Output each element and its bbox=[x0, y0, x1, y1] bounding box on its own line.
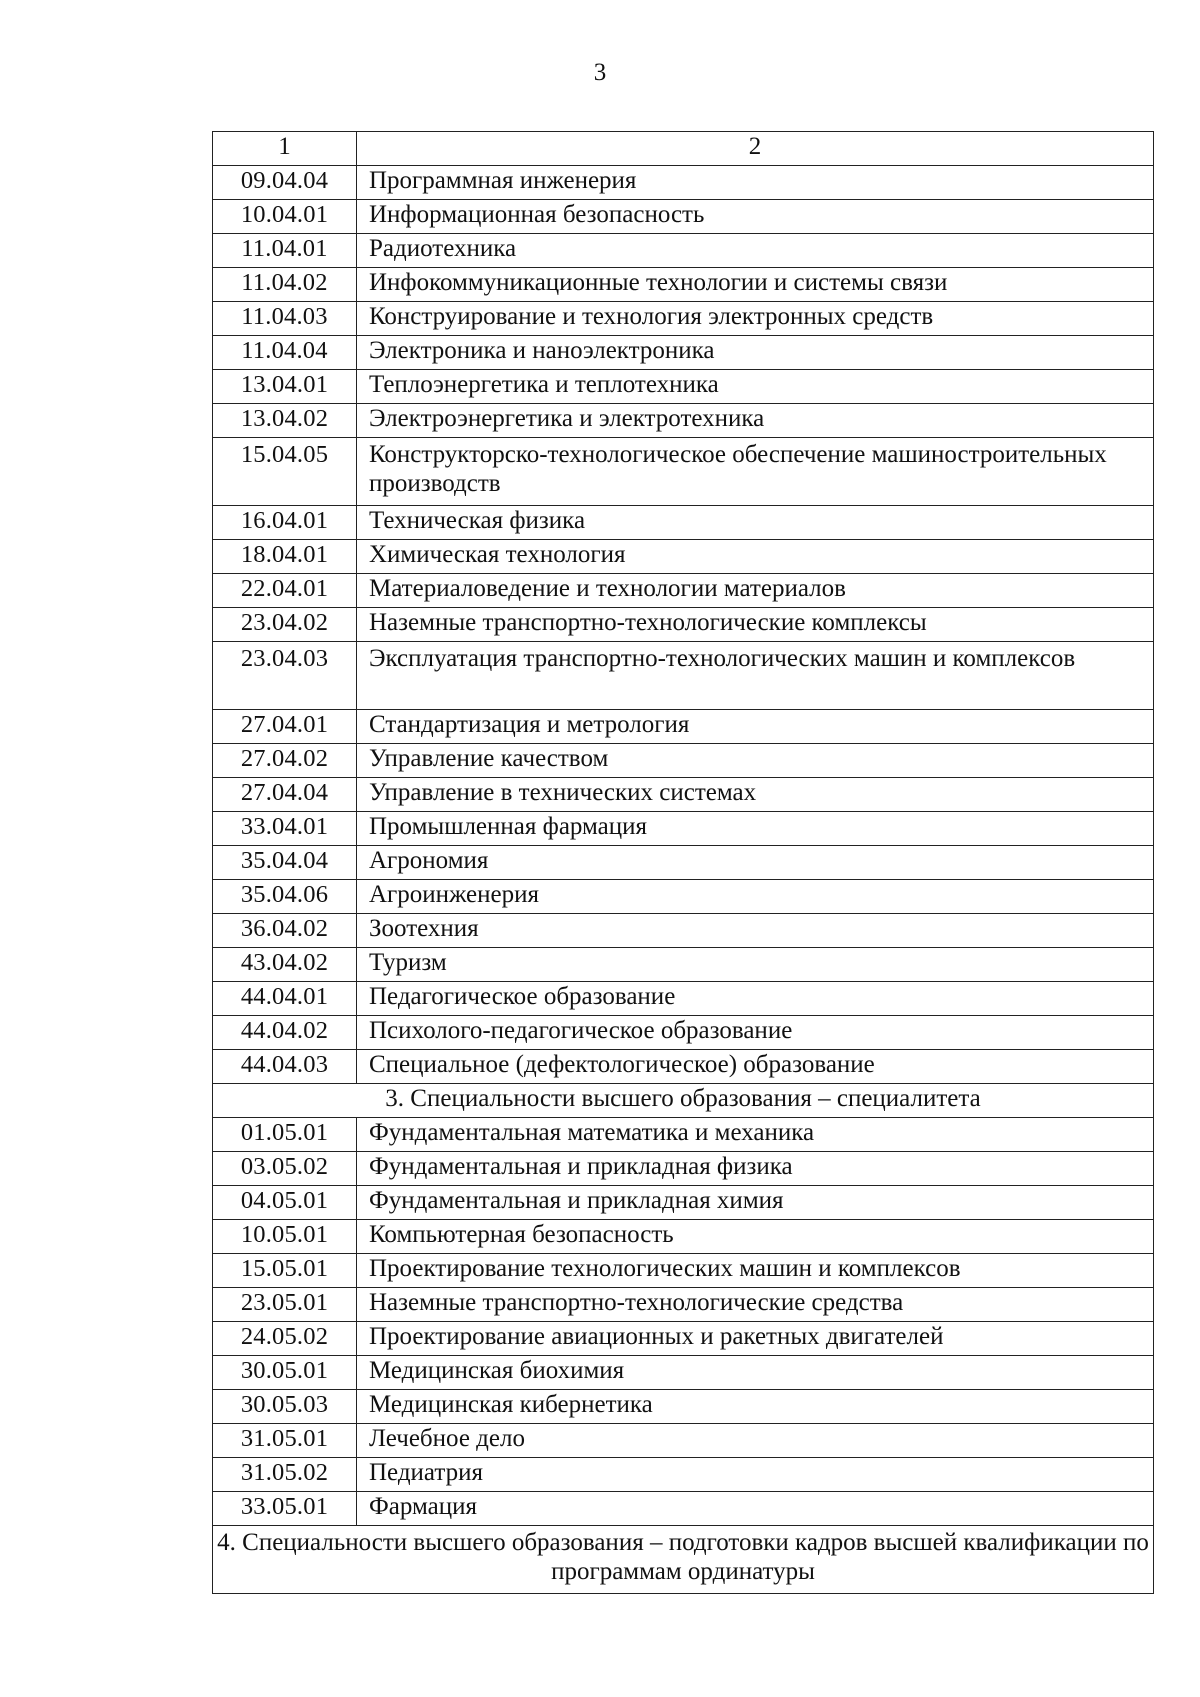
table-row bbox=[213, 540, 1154, 574]
specialty-name: Агрономия bbox=[357, 846, 1154, 880]
section-heading-row bbox=[213, 1084, 1154, 1118]
specialty-name: Агроинженерия bbox=[357, 880, 1154, 914]
table-row bbox=[213, 778, 1154, 812]
specialty-code: 11.04.04 bbox=[213, 336, 357, 370]
table-row bbox=[213, 268, 1154, 302]
table-row bbox=[213, 812, 1154, 846]
specialty-code: 15.05.01 bbox=[213, 1254, 357, 1288]
section-heading: 3. Специальности высшего образования – специалитета bbox=[213, 1084, 1154, 1118]
table-row bbox=[213, 642, 1154, 710]
specialty-code: 36.04.02 bbox=[213, 914, 357, 948]
specialty-code: 10.04.01 bbox=[213, 200, 357, 234]
table-row bbox=[213, 914, 1154, 948]
specialty-name: Химическая технология bbox=[357, 540, 1154, 574]
specialty-name: Фундаментальная и прикладная физика bbox=[357, 1152, 1154, 1186]
specialty-name: Теплоэнергетика и теплотехника bbox=[357, 370, 1154, 404]
specialty-name: Проектирование технологических машин и комплексов bbox=[357, 1254, 1154, 1288]
specialty-name: Фундаментальная и прикладная химия bbox=[357, 1186, 1154, 1220]
specialty-code: 44.04.03 bbox=[213, 1050, 357, 1084]
table-row bbox=[213, 438, 1154, 506]
specialty-name: Материаловедение и технологии материалов bbox=[357, 574, 1154, 608]
specialty-name: Промышленная фармация bbox=[357, 812, 1154, 846]
table-row bbox=[213, 166, 1154, 200]
table-row bbox=[213, 846, 1154, 880]
table-row bbox=[213, 1186, 1154, 1220]
specialty-name: Туризм bbox=[357, 948, 1154, 982]
specialty-code: 11.04.01 bbox=[213, 234, 357, 268]
specialty-name: Педиатрия bbox=[357, 1458, 1154, 1492]
specialty-table bbox=[212, 131, 1154, 1594]
specialty-name: Эксплуатация транспортно-технологических машин и комплексов bbox=[357, 642, 1154, 710]
table-row bbox=[213, 1390, 1154, 1424]
specialty-code: 22.04.01 bbox=[213, 574, 357, 608]
specialty-name: Наземные транспортно-технологические комплексы bbox=[357, 608, 1154, 642]
specialty-code: 23.04.03 bbox=[213, 642, 357, 710]
specialty-code: 11.04.02 bbox=[213, 268, 357, 302]
specialty-name: Фармация bbox=[357, 1492, 1154, 1526]
specialty-name: Проектирование авиационных и ракетных двигателей bbox=[357, 1322, 1154, 1356]
specialty-table-body bbox=[213, 132, 1154, 1594]
specialty-code: 27.04.01 bbox=[213, 710, 357, 744]
specialty-code: 15.04.05 bbox=[213, 438, 357, 506]
specialty-name: Инфокоммуникационные технологии и системы связи bbox=[357, 268, 1154, 302]
specialty-name: Педагогическое образование bbox=[357, 982, 1154, 1016]
specialty-name: Радиотехника bbox=[357, 234, 1154, 268]
table-row bbox=[213, 506, 1154, 540]
specialty-code: 04.05.01 bbox=[213, 1186, 357, 1220]
specialty-name: Электроэнергетика и электротехника bbox=[357, 404, 1154, 438]
specialty-name: Техническая физика bbox=[357, 506, 1154, 540]
specialty-name: Зоотехния bbox=[357, 914, 1154, 948]
specialty-code: 24.05.02 bbox=[213, 1322, 357, 1356]
specialty-name: Стандартизация и метрология bbox=[357, 710, 1154, 744]
specialty-code: 43.04.02 bbox=[213, 948, 357, 982]
specialty-name: Фундаментальная математика и механика bbox=[357, 1118, 1154, 1152]
table-row bbox=[213, 200, 1154, 234]
table-row bbox=[213, 710, 1154, 744]
column-header-2: 2 bbox=[357, 132, 1154, 166]
table-row bbox=[213, 744, 1154, 778]
table-row bbox=[213, 1458, 1154, 1492]
section-heading: 4. Специальности высшего образования – подготовки кадров высшей квалификации по программам ординатуры bbox=[213, 1526, 1154, 1594]
specialty-code: 18.04.01 bbox=[213, 540, 357, 574]
specialty-code: 10.05.01 bbox=[213, 1220, 357, 1254]
specialty-name: Наземные транспортно-технологические средства bbox=[357, 1288, 1154, 1322]
table-header-row bbox=[213, 132, 1154, 166]
specialty-code: 27.04.04 bbox=[213, 778, 357, 812]
specialty-code: 11.04.03 bbox=[213, 302, 357, 336]
specialty-code: 23.05.01 bbox=[213, 1288, 357, 1322]
specialty-code: 01.05.01 bbox=[213, 1118, 357, 1152]
specialty-name: Психолого-педагогическое образование bbox=[357, 1016, 1154, 1050]
specialty-name: Управление качеством bbox=[357, 744, 1154, 778]
specialty-name: Компьютерная безопасность bbox=[357, 1220, 1154, 1254]
specialty-code: 13.04.01 bbox=[213, 370, 357, 404]
table-row bbox=[213, 302, 1154, 336]
column-header-1: 1 bbox=[213, 132, 357, 166]
table-row bbox=[213, 1220, 1154, 1254]
table-row bbox=[213, 1118, 1154, 1152]
page-number: 3 bbox=[593, 59, 607, 86]
specialty-code: 44.04.02 bbox=[213, 1016, 357, 1050]
specialty-code: 31.05.02 bbox=[213, 1458, 357, 1492]
specialty-name: Электроника и наноэлектроника bbox=[357, 336, 1154, 370]
table-row bbox=[213, 1322, 1154, 1356]
table-row bbox=[213, 574, 1154, 608]
table-row bbox=[213, 948, 1154, 982]
specialty-code: 30.05.01 bbox=[213, 1356, 357, 1390]
specialty-code: 27.04.02 bbox=[213, 744, 357, 778]
table-row bbox=[213, 1152, 1154, 1186]
specialty-name: Медицинская биохимия bbox=[357, 1356, 1154, 1390]
specialty-name: Информационная безопасность bbox=[357, 200, 1154, 234]
specialty-code: 44.04.01 bbox=[213, 982, 357, 1016]
specialty-code: 03.05.02 bbox=[213, 1152, 357, 1186]
table-row bbox=[213, 234, 1154, 268]
table-row bbox=[213, 1016, 1154, 1050]
specialty-code: 35.04.06 bbox=[213, 880, 357, 914]
specialty-code: 35.04.04 bbox=[213, 846, 357, 880]
specialty-name: Конструкторско-технологическое обеспечение машиностроительных производств bbox=[357, 438, 1154, 506]
specialty-name: Управление в технических системах bbox=[357, 778, 1154, 812]
table-row bbox=[213, 1492, 1154, 1526]
table-row bbox=[213, 880, 1154, 914]
specialty-name: Программная инженерия bbox=[357, 166, 1154, 200]
specialty-name: Лечебное дело bbox=[357, 1424, 1154, 1458]
specialty-name: Конструирование и технология электронных средств bbox=[357, 302, 1154, 336]
section-heading-row bbox=[213, 1526, 1154, 1594]
table-row bbox=[213, 608, 1154, 642]
table-row bbox=[213, 1424, 1154, 1458]
table-row bbox=[213, 370, 1154, 404]
table-row bbox=[213, 1254, 1154, 1288]
specialty-code: 09.04.04 bbox=[213, 166, 357, 200]
table-row bbox=[213, 404, 1154, 438]
specialty-code: 23.04.02 bbox=[213, 608, 357, 642]
table-row bbox=[213, 1050, 1154, 1084]
specialty-code: 16.04.01 bbox=[213, 506, 357, 540]
table-row bbox=[213, 1288, 1154, 1322]
specialty-code: 33.05.01 bbox=[213, 1492, 357, 1526]
table-row bbox=[213, 336, 1154, 370]
specialty-name: Медицинская кибернетика bbox=[357, 1390, 1154, 1424]
specialty-code: 31.05.01 bbox=[213, 1424, 357, 1458]
specialty-code: 33.04.01 bbox=[213, 812, 357, 846]
table-row bbox=[213, 982, 1154, 1016]
specialty-code: 30.05.03 bbox=[213, 1390, 357, 1424]
specialty-name: Специальное (дефектологическое) образование bbox=[357, 1050, 1154, 1084]
specialty-code: 13.04.02 bbox=[213, 404, 357, 438]
table-row bbox=[213, 1356, 1154, 1390]
